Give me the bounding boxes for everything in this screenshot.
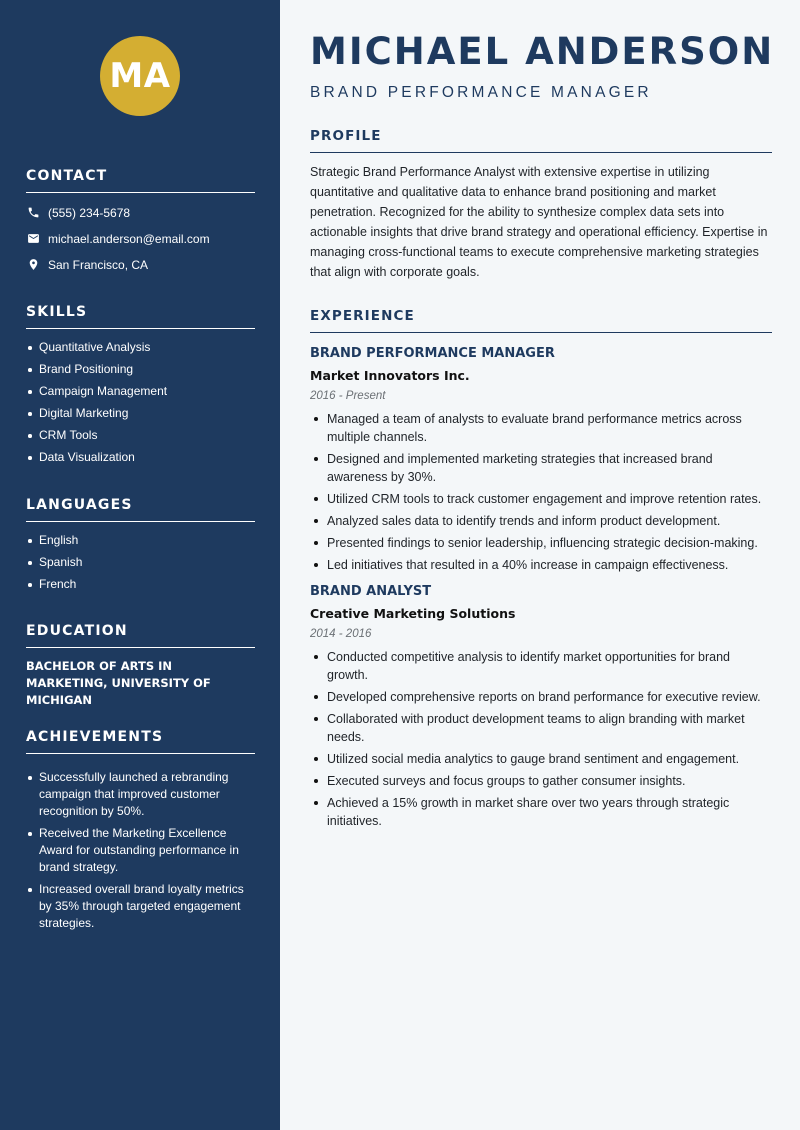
job-bullet: Analyzed sales data to identify trends and inform product development. (310, 512, 772, 530)
job-bullet: Presented findings to senior leadership, influencing strategic decision-making. (310, 534, 772, 552)
education-section (26, 623, 255, 709)
job-bullet: Developed comprehensive reports on brand performance for executive review. (310, 688, 772, 706)
achievement-item: Successfully launched a rebranding campaign that improved customer recognition by 50%. (26, 769, 255, 820)
skill-item: CRM Tools (26, 427, 255, 444)
contact-heading: CONTACT (26, 168, 255, 193)
contact-phone (26, 205, 255, 220)
job-dates: 2016 - Present (310, 390, 386, 402)
achievements-heading: ACHIEVEMENTS (26, 729, 255, 754)
avatar (100, 36, 180, 116)
job-company: Creative Marketing Solutions (310, 606, 516, 621)
avatar-initials: MA (109, 56, 171, 96)
job-bullet: Collaborated with product development teams to align branding with market needs. (310, 710, 772, 746)
languages-heading: LANGUAGES (26, 497, 255, 522)
location-text: San Francisco, CA (48, 257, 149, 272)
job-entry (310, 346, 772, 574)
skill-item: Digital Marketing (26, 405, 255, 422)
language-item: French (26, 576, 255, 593)
location-pin-icon (26, 258, 40, 272)
skills-section (26, 304, 255, 471)
experience-section (310, 308, 772, 834)
job-bullet: Designed and implemented marketing strategies that increased brand awareness by 30%. (310, 450, 772, 486)
language-item: English (26, 532, 255, 549)
languages-list (26, 532, 255, 593)
achievements-list (26, 769, 255, 932)
profile-heading: PROFILE (310, 128, 772, 153)
contact-email (26, 231, 255, 246)
job-bullets (310, 410, 772, 574)
job-title: BRAND ANALYST (310, 584, 432, 599)
candidate-name: MICHAEL ANDERSON (310, 30, 775, 73)
profile-text: Strategic Brand Performance Analyst with extensive expertise in utilizing quantitative and qualitative data to enhance brand positioning and market penetration. Recognized for the ability to synthesize complex data sets into actionable insights that drive brand strategy and operational efficiency. Expertise in managing cross-functional teams to execute comprehensive marketing strategies that align with corporate goals. (310, 165, 768, 279)
skills-heading: SKILLS (26, 304, 255, 329)
education-heading: EDUCATION (26, 623, 255, 648)
profile-section (310, 128, 772, 282)
job-bullet: Led initiatives that resulted in a 40% increase in campaign effectiveness. (310, 556, 772, 574)
email-text: michael.anderson@email.com (48, 231, 210, 246)
skill-item: Quantitative Analysis (26, 339, 255, 356)
sidebar (0, 0, 280, 1130)
achievement-item: Increased overall brand loyalty metrics by 35% through targeted engagement strategies. (26, 881, 255, 932)
job-entry (310, 584, 772, 830)
phone-text: (555) 234-5678 (48, 205, 131, 220)
skills-list (26, 339, 255, 466)
job-bullet: Conducted competitive analysis to identify market opportunities for brand growth. (310, 648, 772, 684)
experience-heading: EXPERIENCE (310, 308, 772, 333)
phone-icon (26, 206, 40, 220)
achievement-item: Received the Marketing Excellence Award for outstanding performance in brand strategy. (26, 825, 255, 876)
contact-location (26, 257, 255, 272)
skill-item: Campaign Management (26, 383, 255, 400)
skill-item: Data Visualization (26, 449, 255, 466)
job-bullet: Utilized CRM tools to track customer engagement and improve retention rates. (310, 490, 772, 508)
job-bullets (310, 648, 772, 830)
job-bullet: Executed surveys and focus groups to gather consumer insights. (310, 772, 772, 790)
languages-section (26, 497, 255, 598)
email-icon (26, 232, 40, 246)
job-title: BRAND PERFORMANCE MANAGER (310, 346, 555, 361)
job-bullet: Achieved a 15% growth in market share over two years through strategic initiatives. (310, 794, 772, 830)
job-bullet: Utilized social media analytics to gauge brand sentiment and engagement. (310, 750, 772, 768)
job-company: Market Innovators Inc. (310, 368, 470, 383)
candidate-role: BRAND PERFORMANCE MANAGER (310, 84, 652, 101)
language-item: Spanish (26, 554, 255, 571)
contact-section (26, 168, 255, 272)
skill-item: Brand Positioning (26, 361, 255, 378)
job-dates: 2014 - 2016 (310, 628, 372, 640)
achievements-section (26, 729, 255, 937)
job-bullet: Managed a team of analysts to evaluate brand performance metrics across multiple channels. (310, 410, 772, 446)
education-degree: BACHELOR OF ARTS IN MARKETING, UNIVERSITY OF MICHIGAN (26, 659, 211, 707)
